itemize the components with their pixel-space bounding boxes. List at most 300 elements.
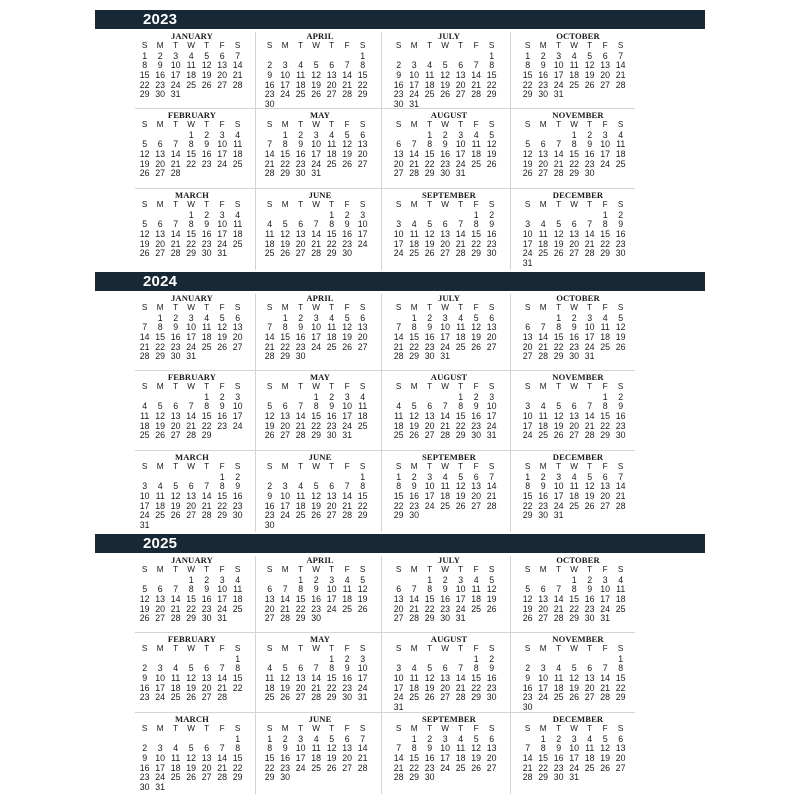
day-cell: 26 — [522, 168, 533, 179]
day-cell: 27 — [600, 79, 611, 90]
day-cell: 27 — [538, 168, 549, 179]
day-cell: 28 — [393, 351, 404, 362]
day-cell: 14 — [295, 410, 306, 421]
day-cell: 13 — [326, 490, 337, 501]
day-cell: 1 — [157, 312, 163, 323]
day-cell: 3 — [458, 574, 464, 585]
day-cell: 20 — [600, 69, 611, 80]
day-cell: 30 — [264, 519, 275, 530]
day-cell: 16 — [201, 148, 212, 159]
day-cell: 8 — [602, 219, 608, 230]
day-cell: 21 — [342, 79, 353, 90]
day-cell: 10 — [440, 743, 451, 754]
weekday-header: W — [187, 644, 196, 653]
day-cell: 24 — [311, 158, 322, 169]
day-cell: 24 — [600, 603, 611, 614]
day-cell: 28 — [538, 351, 549, 362]
weekday-header: W — [187, 724, 196, 733]
month-block — [520, 294, 630, 372]
day-cell: 10 — [393, 228, 404, 239]
day-cell: 27 — [569, 430, 580, 441]
weekday-header: M — [281, 382, 289, 391]
weekday-header: M — [156, 565, 164, 574]
month-block — [137, 373, 247, 451]
day-cell: 12 — [280, 672, 291, 683]
day-cell: 20 — [155, 238, 166, 249]
day-cell: 26 — [139, 613, 150, 624]
day-cell: 29 — [522, 89, 533, 100]
weekday-header: W — [441, 303, 450, 312]
month-block — [262, 294, 372, 372]
day-cell: 16 — [201, 228, 212, 239]
day-cell: 11 — [202, 322, 212, 333]
weekday-header: T — [458, 200, 464, 209]
day-cell: 6 — [571, 401, 577, 412]
day-cell: 31 — [409, 98, 420, 109]
day-cell: 23 — [232, 500, 243, 511]
day-cell: 29 — [424, 168, 435, 179]
day-cell: 16 — [295, 148, 306, 159]
day-cell: 26 — [342, 341, 353, 352]
weekday-header: M — [281, 200, 289, 209]
weekday-header: M — [281, 724, 289, 733]
day-cell: 12 — [280, 228, 291, 239]
day-cell: 11 — [471, 584, 481, 595]
month-name: MAY — [309, 634, 331, 644]
day-cell: 3 — [360, 653, 366, 664]
day-cell: 2 — [173, 312, 179, 323]
day-cell: 14 — [186, 410, 197, 421]
day-cell: 27 — [155, 613, 166, 624]
weekday-header: T — [587, 565, 593, 574]
day-cell: 29 — [393, 510, 404, 521]
day-cell: 12 — [170, 490, 181, 501]
weekday-header: S — [234, 565, 241, 574]
day-cell: 15 — [615, 672, 626, 683]
day-cell: 2 — [525, 663, 531, 674]
day-cell: 26 — [139, 248, 150, 259]
day-cell: 13 — [569, 228, 580, 239]
day-cell: 22 — [326, 238, 337, 249]
day-cell: 8 — [313, 401, 319, 412]
day-cell: 22 — [186, 158, 197, 169]
month-block — [391, 715, 501, 793]
month-name: MARCH — [175, 714, 209, 724]
day-cell: 19 — [522, 603, 533, 614]
day-cell: 11 — [296, 490, 306, 501]
day-cell: 21 — [393, 341, 404, 352]
day-cell: 19 — [155, 420, 166, 431]
day-cell: 13 — [201, 672, 212, 683]
day-cell: 6 — [282, 401, 288, 412]
day-cell: 18 — [553, 682, 564, 693]
day-cell: 8 — [525, 481, 531, 492]
weekday-header: F — [219, 724, 225, 733]
day-cell: 19 — [201, 69, 212, 80]
day-cell: 12 — [584, 60, 595, 71]
day-cell: 20 — [440, 238, 451, 249]
day-cell: 9 — [204, 219, 210, 230]
day-cell: 20 — [217, 69, 228, 80]
month-name: DECEMBER — [552, 190, 604, 200]
day-cell: 1 — [411, 733, 417, 744]
weekday-header: S — [395, 303, 402, 312]
day-cell: 30 — [155, 89, 166, 100]
day-cell: 4 — [235, 129, 241, 140]
month-block — [391, 373, 501, 451]
day-cell: 30 — [440, 168, 451, 179]
day-cell: 22 — [615, 682, 626, 693]
day-cell: 15 — [357, 69, 368, 80]
day-cell: 7 — [360, 733, 366, 744]
weekday-header: T — [556, 724, 562, 733]
day-cell: 17 — [522, 420, 533, 431]
day-cell: 24 — [553, 79, 564, 90]
day-cell: 5 — [602, 733, 608, 744]
day-cell: 1 — [313, 391, 319, 402]
day-cell: 30 — [584, 168, 595, 179]
day-cell: 3 — [396, 663, 402, 674]
month-name: MARCH — [175, 190, 209, 200]
day-cell: 28 — [342, 510, 353, 521]
day-cell: 2 — [235, 471, 241, 482]
day-cell: 7 — [188, 401, 194, 412]
day-cell: 3 — [142, 481, 148, 492]
day-cell: 21 — [186, 420, 197, 431]
weekday-header: T — [587, 382, 593, 391]
day-cell: 29 — [615, 692, 626, 703]
day-cell: 6 — [298, 219, 304, 230]
day-cell: 13 — [217, 60, 228, 71]
day-cell: 7 — [396, 743, 402, 754]
day-cell: 14 — [440, 410, 451, 421]
day-cell: 16 — [170, 331, 181, 342]
day-cell: 22 — [538, 762, 549, 773]
day-cell: 8 — [329, 219, 335, 230]
weekday-header: W — [441, 382, 450, 391]
day-cell: 16 — [201, 593, 212, 604]
day-cell: 4 — [473, 129, 479, 140]
weekday-header: S — [617, 41, 624, 50]
day-cell: 21 — [553, 603, 564, 614]
weekday-header: T — [329, 303, 335, 312]
month-name: JANUARY — [171, 293, 213, 303]
day-cell: 13 — [538, 148, 549, 159]
day-cell: 28 — [522, 772, 533, 783]
day-cell: 10 — [280, 490, 291, 501]
day-cell: 1 — [219, 471, 225, 482]
day-cell: 26 — [471, 341, 482, 352]
weekday-header: S — [524, 382, 531, 391]
weekday-header: S — [617, 565, 624, 574]
day-cell: 25 — [600, 341, 611, 352]
day-cell: 6 — [618, 733, 624, 744]
month-block — [137, 111, 247, 189]
day-cell: 23 — [326, 420, 337, 431]
day-cell: 15 — [424, 148, 435, 159]
weekday-header: T — [587, 724, 593, 733]
day-cell: 21 — [522, 762, 533, 773]
day-cell: 22 — [569, 603, 580, 614]
weekday-header: W — [187, 41, 196, 50]
day-cell: 17 — [393, 238, 404, 249]
day-cell: 13 — [538, 593, 549, 604]
day-cell: 1 — [235, 733, 241, 744]
day-cell: 14 — [201, 490, 212, 501]
day-cell: 3 — [344, 391, 350, 402]
day-cell: 6 — [219, 50, 225, 61]
day-cell: 5 — [329, 733, 335, 744]
month-name: NOVEMBER — [552, 372, 604, 382]
day-cell: 23 — [615, 420, 626, 431]
day-cell: 10 — [295, 743, 306, 754]
day-cell: 26 — [553, 248, 564, 259]
weekday-header: S — [266, 41, 273, 50]
weekday-header: M — [410, 303, 418, 312]
day-cell: 28 — [264, 168, 275, 179]
weekday-header: W — [570, 200, 579, 209]
day-cell: 3 — [157, 663, 163, 674]
day-cell: 11 — [140, 410, 150, 421]
day-cell: 26 — [201, 79, 212, 90]
day-cell: 31 — [170, 89, 181, 100]
day-cell: 11 — [456, 743, 466, 754]
day-cell: 17 — [584, 331, 595, 342]
day-cell: 15 — [357, 490, 368, 501]
weekday-header: T — [587, 462, 593, 471]
day-cell: 7 — [235, 50, 241, 61]
day-cell: 1 — [282, 312, 288, 323]
day-cell: 21 — [342, 500, 353, 511]
day-cell: 20 — [155, 158, 166, 169]
day-cell: 16 — [155, 69, 166, 80]
day-cell: 25 — [170, 772, 181, 783]
day-cell: 4 — [204, 312, 210, 323]
day-cell: 19 — [186, 682, 197, 693]
day-cell: 1 — [329, 209, 335, 220]
day-cell: 15 — [569, 593, 580, 604]
day-cell: 21 — [280, 603, 291, 614]
weekday-header: F — [219, 565, 225, 574]
day-cell: 25 — [471, 603, 482, 614]
day-cell: 21 — [600, 682, 611, 693]
day-cell: 2 — [344, 209, 350, 220]
day-cell: 28 — [553, 613, 564, 624]
weekday-header: W — [441, 120, 450, 129]
day-cell: 29 — [357, 510, 368, 521]
day-cell: 11 — [265, 228, 275, 239]
day-cell: 24 — [393, 248, 404, 259]
day-cell: 24 — [569, 762, 580, 773]
day-cell: 31 — [553, 89, 564, 100]
day-cell: 20 — [486, 752, 497, 763]
day-cell: 5 — [188, 743, 194, 754]
day-cell: 17 — [280, 500, 291, 511]
day-cell: 3 — [282, 60, 288, 71]
day-cell: 31 — [217, 613, 228, 624]
day-cell: 6 — [489, 733, 495, 744]
day-cell: 2 — [329, 391, 335, 402]
day-cell: 25 — [584, 762, 595, 773]
month-name: JUNE — [308, 452, 332, 462]
day-cell: 7 — [298, 401, 304, 412]
day-cell: 2 — [313, 574, 319, 585]
weekday-header: S — [524, 200, 531, 209]
day-cell: 16 — [615, 228, 626, 239]
day-cell: 4 — [298, 481, 304, 492]
day-cell: 11 — [425, 69, 435, 80]
day-cell: 28 — [553, 168, 564, 179]
weekday-header: T — [556, 200, 562, 209]
day-cell: 13 — [424, 410, 435, 421]
day-cell: 29 — [486, 89, 497, 100]
day-cell: 22 — [217, 500, 228, 511]
day-cell: 16 — [584, 148, 595, 159]
day-cell: 5 — [282, 663, 288, 674]
day-cell: 26 — [584, 79, 595, 90]
day-cell: 8 — [618, 663, 624, 674]
month-name: AUGUST — [430, 634, 468, 644]
day-cell: 27 — [393, 613, 404, 624]
day-cell: 6 — [571, 219, 577, 230]
day-cell: 4 — [602, 312, 608, 323]
weekday-header: T — [173, 565, 179, 574]
weekday-header: S — [234, 462, 241, 471]
month-block — [520, 191, 630, 269]
day-cell: 5 — [556, 401, 562, 412]
day-cell: 5 — [442, 60, 448, 71]
day-cell: 15 — [311, 410, 322, 421]
day-cell: 25 — [311, 762, 322, 773]
weekday-header: T — [329, 565, 335, 574]
day-cell: 20 — [295, 238, 306, 249]
day-cell: 15 — [409, 331, 420, 342]
weekday-header: S — [524, 644, 531, 653]
weekday-header: S — [395, 382, 402, 391]
day-cell: 17 — [538, 682, 549, 693]
day-cell: 4 — [142, 401, 148, 412]
day-cell: 21 — [584, 238, 595, 249]
day-cell: 18 — [139, 420, 150, 431]
day-cell: 25 — [440, 500, 451, 511]
day-cell: 1 — [188, 574, 194, 585]
day-cell: 14 — [486, 481, 497, 492]
day-cell: 10 — [232, 401, 243, 412]
day-cell: 7 — [458, 219, 464, 230]
day-cell: 14 — [538, 331, 549, 342]
day-cell: 31 — [186, 351, 197, 362]
day-cell: 23 — [201, 603, 212, 614]
day-cell: 26 — [455, 500, 466, 511]
weekday-header: F — [344, 462, 350, 471]
day-cell: 26 — [424, 692, 435, 703]
day-cell: 5 — [427, 663, 433, 674]
day-cell: 4 — [235, 574, 241, 585]
day-cell: 10 — [600, 139, 611, 150]
day-cell: 27 — [155, 248, 166, 259]
day-cell: 17 — [440, 752, 451, 763]
day-cell: 21 — [393, 762, 404, 773]
day-cell: 14 — [393, 331, 404, 342]
day-cell: 1 — [525, 471, 531, 482]
day-cell: 20 — [569, 420, 580, 431]
day-cell: 17 — [553, 69, 564, 80]
day-cell: 6 — [540, 139, 546, 150]
weekday-header: S — [395, 644, 402, 653]
day-cell: 19 — [357, 593, 368, 604]
day-cell: 30 — [424, 351, 435, 362]
day-cell: 4 — [298, 60, 304, 71]
day-cell: 10 — [522, 410, 533, 421]
month-block — [137, 453, 247, 531]
day-cell: 15 — [393, 490, 404, 501]
day-cell: 10 — [311, 139, 322, 150]
day-cell: 26 — [486, 158, 497, 169]
day-cell: 11 — [616, 139, 626, 150]
day-cell: 30 — [424, 772, 435, 783]
day-cell: 22 — [486, 79, 497, 90]
day-cell: 26 — [569, 692, 580, 703]
day-cell: 23 — [486, 682, 497, 693]
day-cell: 16 — [471, 410, 482, 421]
day-cell: 25 — [155, 510, 166, 521]
day-cell: 6 — [442, 663, 448, 674]
day-cell: 18 — [264, 238, 275, 249]
day-cell: 6 — [602, 50, 608, 61]
day-cell: 22 — [409, 341, 420, 352]
day-cell: 31 — [522, 257, 533, 268]
day-cell: 16 — [538, 490, 549, 501]
day-cell: 25 — [232, 158, 243, 169]
day-cell: 4 — [540, 219, 546, 230]
day-cell: 2 — [267, 481, 273, 492]
day-cell: 12 — [569, 672, 580, 683]
day-cell: 26 — [170, 510, 181, 521]
column-divider — [510, 294, 511, 532]
day-cell: 17 — [217, 148, 228, 159]
day-cell: 28 — [440, 430, 451, 441]
day-cell: 23 — [311, 603, 322, 614]
day-cell: 25 — [455, 762, 466, 773]
day-cell: 19 — [600, 752, 611, 763]
day-cell: 13 — [615, 743, 626, 754]
day-cell: 7 — [313, 663, 319, 674]
day-cell: 19 — [486, 593, 497, 604]
day-cell: 26 — [186, 692, 197, 703]
day-cell: 8 — [219, 481, 225, 492]
day-cell: 24 — [393, 692, 404, 703]
day-cell: 9 — [267, 490, 273, 501]
day-cell: 3 — [525, 219, 531, 230]
day-cell: 12 — [264, 410, 275, 421]
day-cell: 16 — [569, 331, 580, 342]
day-cell: 13 — [295, 228, 306, 239]
day-cell: 2 — [204, 574, 210, 585]
day-cell: 25 — [409, 692, 420, 703]
weekday-header: M — [410, 724, 418, 733]
day-cell: 14 — [615, 481, 626, 492]
day-cell: 12 — [186, 672, 197, 683]
day-cell: 24 — [295, 762, 306, 773]
day-cell: 27 — [455, 89, 466, 100]
day-cell: 1 — [235, 653, 241, 664]
day-cell: 22 — [522, 500, 533, 511]
day-cell: 3 — [173, 50, 179, 61]
day-cell: 25 — [538, 248, 549, 259]
day-cell: 22 — [155, 341, 166, 352]
day-cell: 10 — [393, 672, 404, 683]
day-cell: 2 — [204, 209, 210, 220]
